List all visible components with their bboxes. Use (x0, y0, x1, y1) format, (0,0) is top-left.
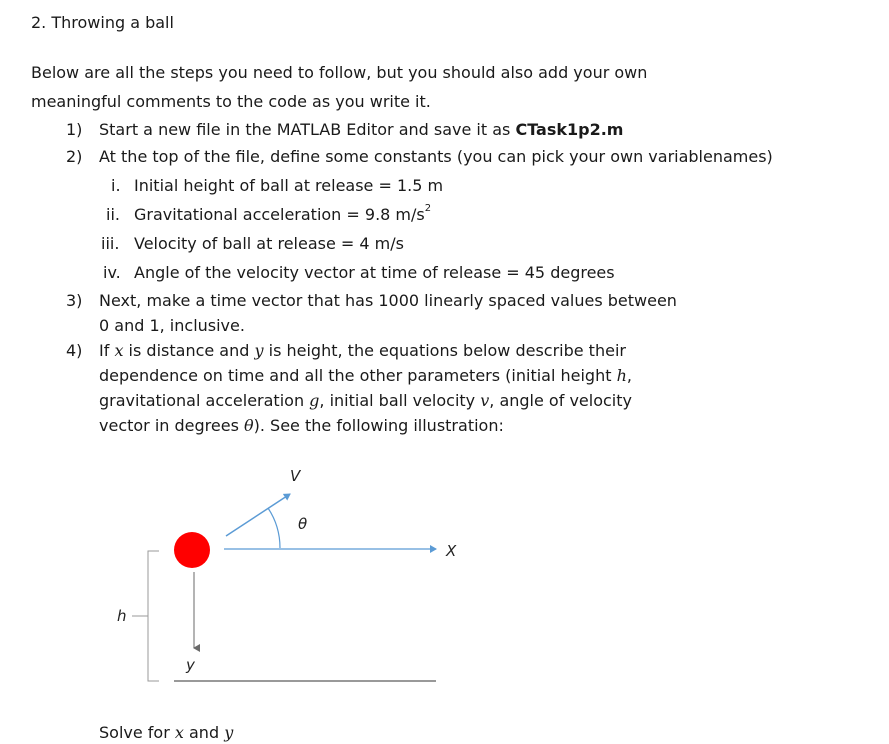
step-2-sub-2-number: ii. (106, 205, 120, 224)
text: vector in degrees (99, 416, 244, 435)
step-2-sub-3-text: Velocity of ball at release = 4 m/s (134, 234, 404, 253)
var-theta: θ (244, 416, 254, 435)
var-y: y (254, 341, 264, 360)
text: and (183, 723, 225, 742)
step-3-number: 3) (66, 291, 83, 310)
intro-line-2: meaningful comments to the code as you write it. (31, 92, 431, 111)
velocity-vector (226, 494, 290, 536)
step-1-filename: CTask1p2.m (515, 120, 624, 139)
text: ). See the following illustration: (253, 416, 504, 435)
height-bracket (148, 551, 159, 681)
var-x: x (114, 341, 124, 360)
section-heading: 2. Throwing a ball (31, 13, 174, 32)
text: , angle of velocity (489, 391, 632, 410)
step-2-sub-3-number: iii. (101, 234, 120, 253)
text: dependence on time and all the other parameters (initial height (99, 366, 617, 385)
step-3-line-1: Next, make a time vector that has 1000 linearly spaced values between (99, 291, 677, 310)
label-h: h (117, 607, 127, 625)
text: , (626, 366, 632, 385)
text: is distance and (123, 341, 255, 360)
label-y: y (186, 656, 195, 674)
step-2-sub-4-text: Angle of the velocity vector at time of release = 45 degrees (134, 263, 615, 282)
var-x: x (174, 723, 184, 742)
step-4-number: 4) (66, 341, 83, 360)
step-1-number: 1) (66, 120, 83, 139)
step-2-sub-1-text: Initial height of ball at release = 1.5 m (134, 176, 444, 195)
text: gravitational acceleration (99, 391, 310, 410)
label-theta: θ (298, 515, 308, 533)
angle-arc (268, 508, 280, 548)
ball (174, 532, 210, 568)
text: is height, the equations below describe their (263, 341, 626, 360)
step-2-sub-1-number: i. (111, 176, 121, 195)
step-2-sub-4-number: iv. (103, 263, 121, 282)
label-v: V (290, 467, 301, 485)
step-3-line-2: 0 and 1, inclusive. (99, 316, 245, 335)
step-2-sub-2-label: Gravitational acceleration = 9.8 m/s (134, 205, 425, 224)
step-2-number: 2) (66, 147, 83, 166)
label-x: X (446, 542, 457, 560)
var-v: v (480, 391, 490, 410)
var-h: h (616, 366, 627, 385)
text: Solve for (99, 723, 175, 742)
text: If (99, 341, 115, 360)
intro-line-1: Below are all the steps you need to follow, but you should also add your own (31, 63, 648, 82)
var-g: g (309, 391, 320, 410)
step-1-label: Start a new file in the MATLAB Editor and save it as (99, 120, 516, 139)
superscript: 2 (424, 203, 432, 214)
var-y: y (224, 723, 234, 742)
footer-instruction (99, 723, 233, 742)
step-2-text: At the top of the file, define some constants (you can pick your own variablenames) (99, 147, 773, 166)
text: , initial ball velocity (319, 391, 481, 410)
